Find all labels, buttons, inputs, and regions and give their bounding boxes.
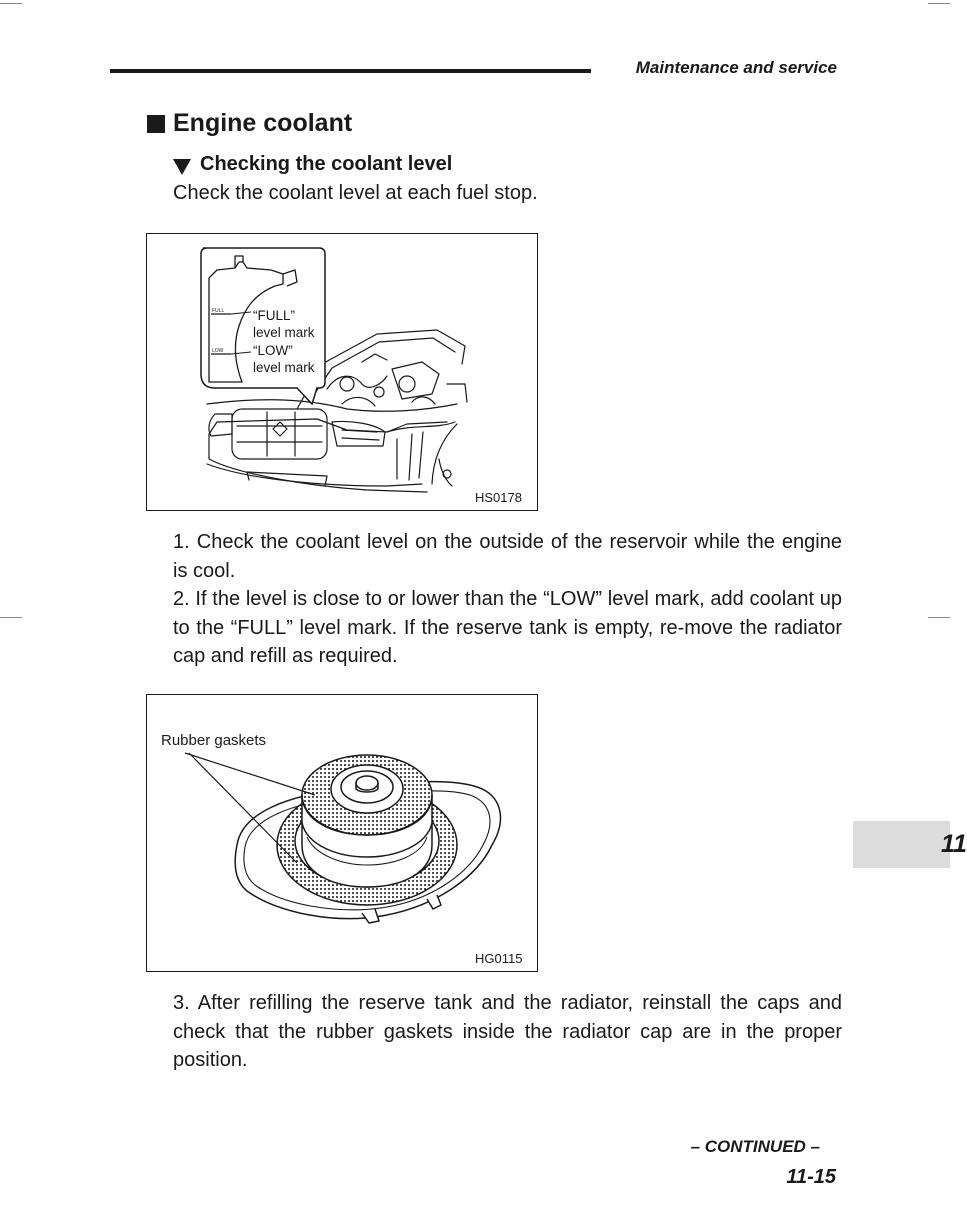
step-1-text: 1. Check the coolant level on the outside of the reservoir while the engine is cool.	[173, 531, 842, 582]
figure1-code: HS0178	[475, 490, 522, 505]
figure-radiator-cap	[146, 694, 538, 972]
header-title: Maintenance and service	[635, 58, 837, 77]
low-mark-callout-line2: level mark	[253, 359, 315, 375]
crop-mark	[928, 617, 950, 618]
section-title-text: Engine coolant	[173, 109, 353, 137]
header-rule	[110, 69, 591, 73]
subsection-title	[173, 153, 452, 176]
chapter-tab-number: 11	[941, 830, 967, 858]
full-mark-callout-line2: level mark	[253, 324, 315, 340]
crop-mark	[0, 617, 22, 618]
full-mark-callout-line1: “FULL”	[253, 308, 296, 323]
crop-mark	[0, 3, 22, 4]
section-title	[147, 109, 352, 138]
coolant-reservoir-illustration	[147, 234, 537, 510]
figure2-code: HG0115	[475, 951, 523, 966]
step-2-text: 2. If the level is close to or lower than the “LOW” level mark, add coolant up to the “FULL” level mark. If the reserve tank is empty, re-move the radiator cap and refill as required.	[173, 588, 842, 668]
triangle-bullet-icon	[173, 159, 191, 175]
svg-text:LOW: LOW	[212, 348, 224, 354]
full-mark-callout	[253, 308, 315, 341]
intro-text: Check the coolant level at each fuel stop.	[173, 182, 538, 204]
crop-mark	[928, 3, 950, 4]
chapter-tab	[853, 821, 967, 868]
continued-label: – CONTINUED –	[690, 1137, 820, 1156]
svg-text:FULL: FULL	[212, 308, 225, 314]
figure-coolant-reservoir	[146, 233, 538, 511]
page-number: 11-15	[786, 1166, 836, 1188]
low-mark-callout-line1: “LOW”	[253, 343, 293, 358]
step-3-text: 3. After refilling the reserve tank and the radiator, reinstall the caps and check that the rubber gaskets inside the radiator cap are in the proper position.	[173, 992, 842, 1072]
subsection-title-text: Checking the coolant level	[200, 153, 453, 175]
rubber-gaskets-callout: Rubber gaskets	[161, 732, 267, 749]
low-mark-callout	[253, 343, 315, 376]
square-bullet-icon	[147, 115, 165, 133]
